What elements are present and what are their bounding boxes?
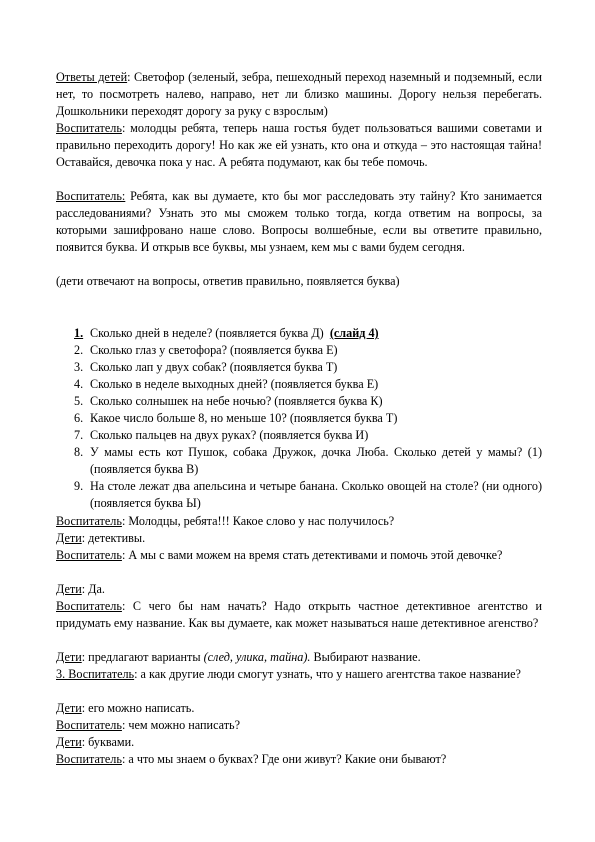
list-item [56, 393, 542, 410]
dialogue-line [56, 734, 542, 751]
line-text: : предлагают варианты [81, 650, 204, 664]
list-item [56, 478, 542, 512]
question-text: Сколько дней в неделе? (появляется буква Д) [90, 326, 324, 340]
line-text: : А мы с вами можем на время стать детективами и помочь этой девочке? [121, 548, 503, 562]
list-number: 6. [74, 411, 84, 425]
list-item [56, 376, 542, 393]
list-number: 5. [74, 394, 84, 408]
list-number: 8. [74, 445, 84, 459]
list-number: 9. [74, 479, 84, 493]
slide-marker: (слайд 4) [329, 326, 379, 340]
dialogue-line [56, 581, 542, 598]
question-text: На столе лежат два апельсина и четыре банана. Сколько овощей на столе? (ни одного) (появляется буква Ы) [90, 479, 542, 510]
speaker-label: Дети [56, 531, 82, 545]
question-text: Сколько солнышек на небе ночью? (появляется буква К) [90, 394, 383, 408]
paragraph-teacher-1 [56, 120, 542, 171]
line-text: : Да. [81, 582, 105, 596]
question-text: Сколько лап у двух собак? (появляется буква Т) [90, 360, 338, 374]
speaker-label: Ответы детей [56, 70, 128, 84]
line-text: : буквами. [81, 735, 135, 749]
list-item [56, 342, 542, 359]
line-text: Выбирают название. [310, 650, 421, 664]
list-item [56, 444, 542, 478]
speaker-label: Дети [56, 735, 82, 749]
question-text: Сколько пальцев на двух руках? (появляется буква И) [90, 428, 369, 442]
list-item [56, 427, 542, 444]
paragraph-text: : молодцы ребята, теперь наша гостья будет пользоваться вашими советами и правильно переходить дорогу! Но как же ей узнать, кто она и откуда – это настоящая тайна! Оставайся, девочка пока у нас. А ребята подумают, как бы тебе помочь. [56, 121, 542, 169]
dialogue-line [56, 513, 542, 530]
dialogue-line [56, 700, 542, 717]
list-item [56, 359, 542, 376]
dialogue-line [56, 717, 542, 734]
question-list [56, 325, 542, 512]
paragraph-text: : Светофор (зеленый, зебра, пешеходный переход наземный и подземный, если нет, то посмотреть налево, направо, нет ли близко машины. Дорогу нельзя перебегать. Дошкольники переходят дорогу за руку с взрослым) [56, 70, 542, 118]
paragraph-text: (дети отвечают на вопросы, ответив правильно, появляется буква) [56, 274, 400, 288]
speaker-label: Дети [56, 582, 82, 596]
list-item [56, 325, 542, 342]
speaker-label: Воспитатель [56, 718, 122, 732]
dialogue-line [56, 666, 542, 683]
question-text: Сколько глаз у светофора? (появляется буква Е) [90, 343, 338, 357]
line-text: : С чего бы нам начать? Надо открыть частное детективное агентство и придумать ему название. Как вы думаете, как может называться наше детективное агенство? [56, 599, 542, 630]
line-text: : а что мы знаем о буквах? Где они живут? Какие они бывают? [121, 752, 447, 766]
question-text: У мамы есть кот Пушок, собака Дружок, дочка Люба. Сколько детей у мамы? (1) (появляется буква В) [90, 445, 542, 476]
paragraph-note [56, 273, 542, 290]
speaker-label: Воспитатель [56, 752, 122, 766]
line-text: : а как другие люди смогут узнать, что у нашего агентства такое название? [134, 667, 521, 681]
speaker-label: Воспитатель [56, 514, 122, 528]
list-number: 3. [74, 360, 84, 374]
dialogue-line [56, 530, 542, 547]
line-text: : детективы. [81, 531, 146, 545]
line-text: : его можно написать. [81, 701, 195, 715]
speaker-label: 3. Воспитатель [56, 667, 135, 681]
speaker-label: Воспитатель [56, 548, 122, 562]
line-italic-text: (след, улика, тайна). [203, 650, 311, 664]
list-number: 2. [74, 343, 84, 357]
speaker-label: Воспитатель: [56, 189, 126, 203]
list-number: 4. [74, 377, 84, 391]
paragraph-text: Ребята, как вы думаете, кто бы мог расследовать эту тайну? Кто занимается расследованиями? Узнать это мы сможем только тогда, когда ответим на вопросы, за которыми зашифровано наше слово. Вопросы волшебные, если вы ответите правильно, появится буква. И открыв все буквы, мы узнаем, кем мы с вами будем сегодня. [56, 189, 542, 254]
speaker-label: Дети [56, 650, 82, 664]
line-text: : чем можно написать? [121, 718, 241, 732]
speaker-label: Воспитатель [56, 121, 122, 135]
dialogue-line [56, 598, 542, 632]
question-text: Какое число больше 8, но меньше 10? (появляется буква Т) [90, 411, 398, 425]
list-number: 1. [74, 326, 84, 340]
dialogue-line [56, 751, 542, 768]
dialogue-line [56, 547, 542, 564]
speaker-label: Дети [56, 701, 82, 715]
speaker-label: Воспитатель [56, 599, 122, 613]
dialogue-line [56, 649, 542, 666]
question-text: Сколько в неделе выходных дней? (появляется буква Е) [90, 377, 379, 391]
line-text: : Молодцы, ребята!!! Какое слово у нас получилось? [121, 514, 395, 528]
list-number: 7. [74, 428, 84, 442]
paragraph-children-answers [56, 69, 542, 120]
paragraph-teacher-2 [56, 188, 542, 256]
list-item [56, 410, 542, 427]
